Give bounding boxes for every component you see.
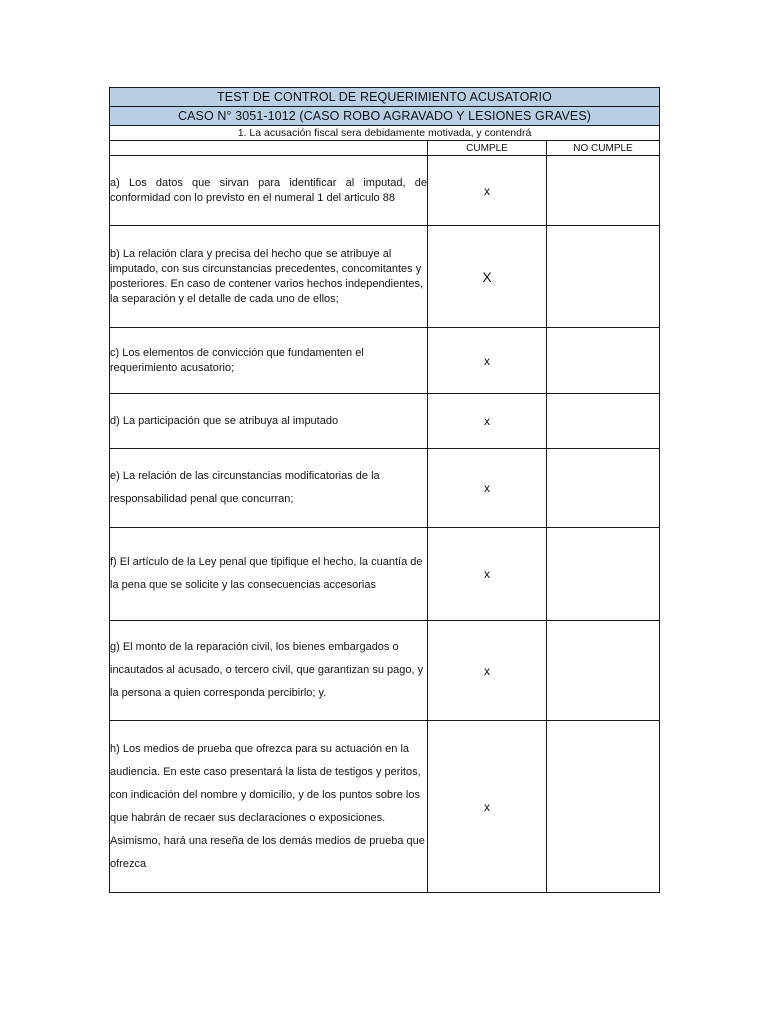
no-cumple-cell [547,328,660,394]
header-requirement-cell [110,141,428,156]
no-cumple-cell [547,226,660,328]
no-cumple-cell [547,528,660,621]
cumple-mark: x [428,394,547,449]
table-title: TEST DE CONTROL DE REQUERIMIENTO ACUSATORIO [110,88,660,107]
cumple-mark: x [428,156,547,226]
cumple-mark: X [428,226,547,328]
cumple-mark: x [428,721,547,893]
cumple-mark: x [428,328,547,394]
case-row [110,107,660,126]
intro-text: 1. La acusación fiscal sera debidamente motivada, y contendrá [110,126,660,141]
header-cumple: CUMPLE [428,141,547,156]
requirement-text: d) La participación que se atribuya al imputado [110,394,428,449]
column-header-row [110,141,660,156]
no-cumple-cell [547,156,660,226]
requirement-text: b) La relación clara y precisa del hecho que se atribuye al imputado, con sus circunstancias precedentes, concomitantes y posteriores. En caso de contener varios hechos independientes, la separación y el detalle de cada uno de ellos; [110,226,428,328]
table-row [110,156,660,226]
requirement-text: h) Los medios de prueba que ofrezca para su actuación en la audiencia. En este caso presentará la lista de testigos y peritos, con indicación del nombre y domicilio, y de los puntos sobre los que habrán de recaer sus declaraciones o exposiciones. Asimismo, hará una reseña de los demás medios de prueba que ofrezca [110,721,428,893]
cumple-mark: x [428,528,547,621]
table-row [110,226,660,328]
cumple-mark: x [428,621,547,721]
no-cumple-cell [547,621,660,721]
requirement-text: g) El monto de la reparación civil, los bienes embargados o incautados al acusado, o tercero civil, que garantizan su pago, y la persona a quien corresponda percibirlo; y. [110,621,428,721]
requirement-text: e) La relación de las circunstancias modificatorias de la responsabilidad penal que concurran; [110,449,428,528]
no-cumple-cell [547,394,660,449]
header-no-cumple: NO CUMPLE [547,141,660,156]
requirement-text: f) El artículo de la Ley penal que tipifique el hecho, la cuantía de la pena que se solicite y las consecuencias accesorias [110,528,428,621]
no-cumple-cell [547,721,660,893]
control-test-table [109,87,660,893]
no-cumple-cell [547,449,660,528]
title-row [110,88,660,107]
intro-row [110,126,660,141]
table-row [110,528,660,621]
case-title: CASO N° 3051-1012 (CASO ROBO AGRAVADO Y LESIONES GRAVES) [110,107,660,126]
table-row [110,449,660,528]
requirement-text: a) Los datos que sirvan para identificar al imputad, de conformidad con lo previsto en el numeral 1 del articulo 88 [110,156,428,226]
table-row [110,621,660,721]
table-row [110,328,660,394]
table-row [110,394,660,449]
requirement-text: c) Los elementos de convicción que fundamenten el requerimiento acusatorio; [110,328,428,394]
table-row [110,721,660,893]
cumple-mark: x [428,449,547,528]
